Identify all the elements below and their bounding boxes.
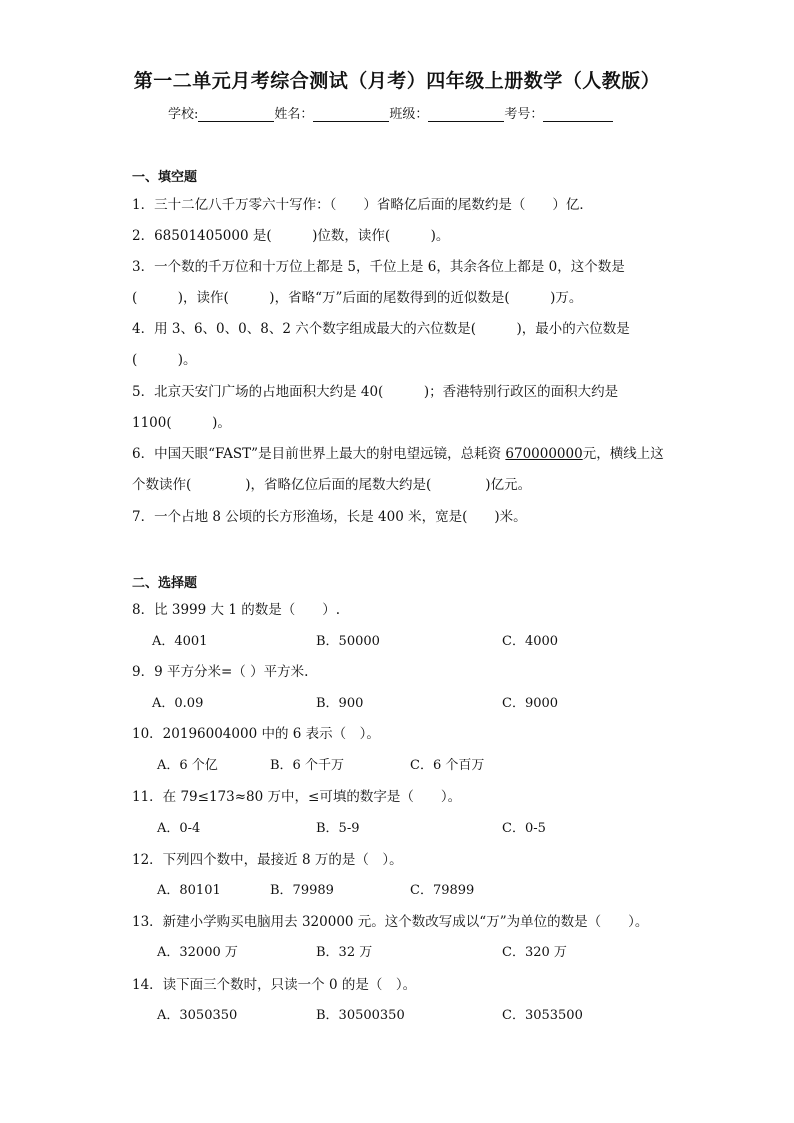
question-8-option-c[interactable]: C．4000: [502, 634, 559, 649]
question-3-line-2: ( )，读作( )，省略“万”后面的尾数得到的近似数是( )万。: [132, 290, 583, 306]
question-2: 2．68501405000 是( )位数，读作( )。: [132, 228, 450, 244]
question-14-option-c[interactable]: C．3053500: [502, 1008, 583, 1023]
student-info-line: [168, 103, 613, 122]
question-9-option-c[interactable]: C．9000: [502, 696, 559, 711]
question-13-option-c[interactable]: C．320 万: [502, 945, 567, 960]
question-12-option-a[interactable]: A．80101: [157, 883, 221, 898]
question-12-stem: 12．下列四个数中，最接近 8 万的是（ ）。: [132, 852, 403, 868]
class-blank[interactable]: [428, 106, 504, 122]
question-10-option-c[interactable]: C．6 个百万: [410, 758, 485, 773]
section-choice-title: 二、选择题: [132, 576, 198, 591]
question-6-line-2: 个数读作( )，省略亿位后面的尾数大约是( )亿元。: [132, 477, 532, 493]
number-blank[interactable]: [543, 106, 613, 122]
question-5-line-1: 5．北京天安门广场的占地面积大约是 40( )；香港特别行政区的面积大约是: [132, 384, 619, 400]
question-13-stem: 13．新建小学购买电脑用去 320000 元。这个数改写成以“万”为单位的数是（ ）。: [132, 914, 649, 930]
school-label: 学校:: [168, 107, 199, 122]
question-9-option-a[interactable]: A．0.09: [152, 696, 204, 711]
question-12-option-c[interactable]: C．79899: [410, 883, 475, 898]
question-7: 7．一个占地 8 公顷的长方形渔场，长是 400 米，宽是( )米。: [132, 509, 527, 525]
question-9-stem: 9．9 平方分米=（ ）平方米.: [132, 664, 309, 680]
question-14-option-b[interactable]: B．30500350: [316, 1008, 405, 1023]
question-6-text-b: 元，横线上这: [582, 446, 664, 462]
question-10-option-a[interactable]: A．6 个亿: [157, 758, 218, 773]
question-13-option-b[interactable]: B．32 万: [316, 945, 373, 960]
class-label: 班级：: [389, 107, 429, 122]
question-10-option-b[interactable]: B．6 个千万: [270, 758, 344, 773]
question-14-stem: 14．读下面三个数时，只读一个 0 的是（ ）。: [132, 977, 417, 993]
question-14-option-a[interactable]: A．3050350: [157, 1008, 238, 1023]
question-8-option-a[interactable]: A．4001: [152, 634, 208, 649]
question-6-text-a: 6．中国天眼“FAST”是目前世界上最大的射电望远镜，总耗资: [132, 446, 506, 462]
question-5-line-2: 1100( )。: [132, 415, 231, 431]
question-11-option-a[interactable]: A．0-4: [157, 821, 201, 836]
question-4-line-2: ( )。: [132, 352, 197, 368]
question-13-option-a[interactable]: A．32000 万: [157, 945, 238, 960]
question-1: 1．三十二亿八千万零六十写作：（ ）省略亿后面的尾数约是（ ）亿．: [132, 197, 593, 213]
number-label: 考号：: [504, 107, 544, 122]
question-11-option-b[interactable]: B．5-9: [316, 821, 360, 836]
page-title: 第一二单元月考综合测试（月考）四年级上册数学（人教版）: [133, 70, 661, 92]
school-blank[interactable]: [198, 106, 274, 122]
question-8-stem: 8．比 3999 大 1 的数是（ ）.: [132, 602, 340, 618]
question-11-stem: 11．在 79≤173≈80 万中，≤可填的数字是（ ）。: [132, 789, 462, 805]
question-6-underlined-number: 670000000: [505, 446, 583, 462]
question-9-option-b[interactable]: B．900: [316, 696, 364, 711]
question-4-line-1: 4．用 3、6、0、0、8、2 六个数字组成最大的六位数是( )，最小的六位数是: [132, 321, 630, 337]
section-fill-in-title: 一、填空题: [132, 170, 198, 185]
question-3-line-1: 3．一个数的千万位和十万位上都是 5，千位上是 6，其余各位上都是 0，这个数是: [132, 259, 625, 275]
question-8-option-b[interactable]: B．50000: [316, 634, 380, 649]
question-12-option-b[interactable]: B．79989: [270, 883, 334, 898]
question-11-option-c[interactable]: C．0-5: [502, 821, 546, 836]
question-10-stem: 10．20196004000 中的 6 表示（ ）。: [132, 726, 380, 742]
name-label: 姓名：: [274, 107, 314, 122]
name-blank[interactable]: [313, 106, 389, 122]
question-6-line-1: [132, 442, 664, 462]
